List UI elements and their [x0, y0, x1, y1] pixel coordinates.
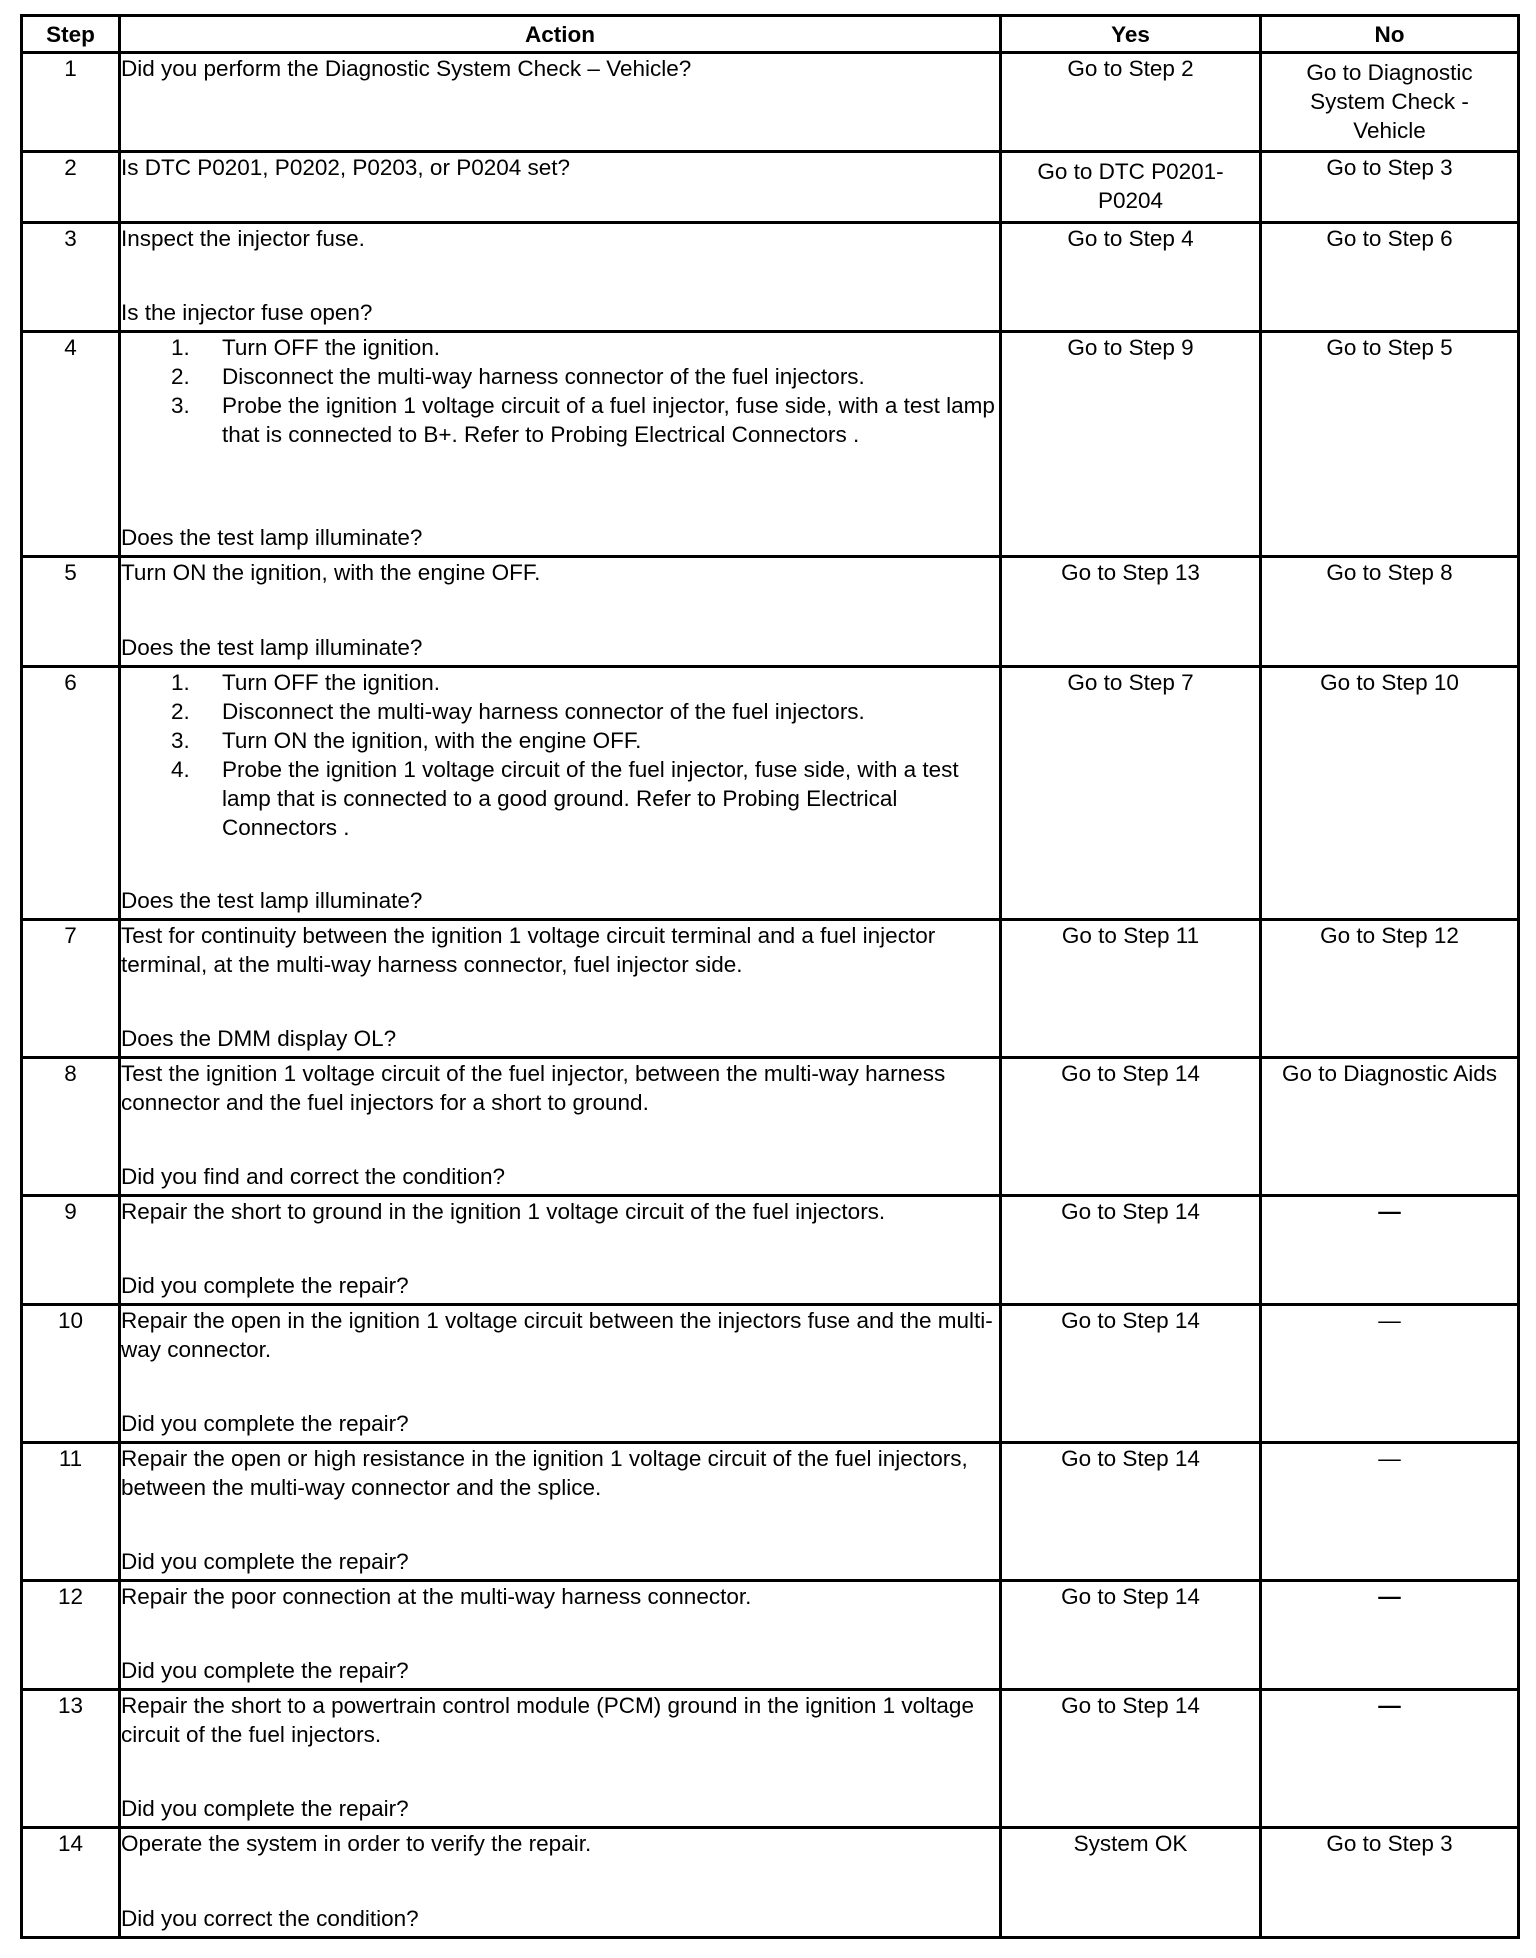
table-row	[22, 152, 1519, 223]
step-number: 10	[22, 1305, 120, 1443]
action-question: Does the DMM display OL?	[121, 1026, 397, 1051]
step-number: 7	[22, 920, 120, 1058]
header-step: Step	[22, 16, 120, 53]
no-result: —	[1261, 1305, 1519, 1443]
yes-result: Go to Step 9	[1001, 332, 1261, 557]
step-number: 14	[22, 1828, 120, 1938]
table-row	[22, 1058, 1519, 1196]
action-text: Repair the open or high resistance in the ignition 1 voltage circuit of the fuel injectors, between the multi-way connector and the splice.	[121, 1446, 968, 1500]
yes-result: Go to Step 7	[1001, 667, 1261, 920]
action-question: Does the test lamp illuminate?	[121, 888, 423, 913]
yes-result: Go to DTC P0201-P0204	[1001, 152, 1261, 223]
no-result: Go to Step 3	[1261, 152, 1519, 223]
step-number: 9	[22, 1196, 120, 1305]
no-result: Go to Diagnostic System Check - Vehicle	[1261, 53, 1519, 152]
table-row	[22, 1828, 1519, 1938]
action-cell	[120, 1828, 1001, 1938]
action-text: Repair the poor connection at the multi-way harness connector.	[121, 1584, 752, 1609]
list-item: 3. Turn ON the ignition, with the engine OFF.	[171, 728, 642, 753]
action-question: Does the test lamp illuminate?	[121, 635, 423, 660]
table-row	[22, 1690, 1519, 1828]
yes-result: System OK	[1001, 1828, 1261, 1938]
table-row	[22, 557, 1519, 667]
no-result: Go to Step 12	[1261, 920, 1519, 1058]
action-text: Repair the open in the ignition 1 voltage circuit between the injectors fuse and the multi-way connector.	[121, 1308, 993, 1362]
step-number: 2	[22, 152, 120, 223]
action-question: Did you find and correct the condition?	[121, 1164, 505, 1189]
table-row	[22, 1581, 1519, 1690]
no-result: Go to Step 10	[1261, 667, 1519, 920]
step-number: 11	[22, 1443, 120, 1581]
list-item: 1. Turn OFF the ignition.	[171, 670, 441, 695]
action-cell	[120, 223, 1001, 332]
action-text: Operate the system in order to verify the repair.	[121, 1831, 592, 1856]
no-result: Go to Step 5	[1261, 332, 1519, 557]
action-question: Did you complete the repair?	[121, 1796, 409, 1821]
action-question: Is the injector fuse open?	[121, 300, 373, 325]
yes-result: Go to Step 14	[1001, 1443, 1261, 1581]
no-result: Go to Diagnostic Aids	[1261, 1058, 1519, 1196]
yes-result: Go to Step 2	[1001, 53, 1261, 152]
table-row	[22, 53, 1519, 152]
table-row	[22, 1196, 1519, 1305]
yes-result: Go to Step 14	[1001, 1058, 1261, 1196]
action-cell	[120, 920, 1001, 1058]
no-result: Go to Step 6	[1261, 223, 1519, 332]
action-text: Repair the short to a powertrain control module (PCM) ground in the ignition 1 voltage circuit of the fuel injectors.	[121, 1693, 974, 1747]
action-cell	[120, 1196, 1001, 1305]
step-number: 1	[22, 53, 120, 152]
list-item: 2. Disconnect the multi-way harness connector of the fuel injectors.	[171, 364, 865, 389]
header-row	[22, 16, 1519, 53]
yes-result: Go to Step 14	[1001, 1305, 1261, 1443]
yes-result: Go to Step 14	[1001, 1690, 1261, 1828]
action-cell	[120, 1058, 1001, 1196]
yes-result: Go to Step 14	[1001, 1581, 1261, 1690]
step-number: 8	[22, 1058, 120, 1196]
action-question: Did you complete the repair?	[121, 1549, 409, 1574]
action-text: Repair the short to ground in the ignition 1 voltage circuit of the fuel injectors.	[121, 1199, 886, 1224]
action-cell	[120, 53, 1001, 152]
action-question: Did you complete the repair?	[121, 1273, 409, 1298]
no-result: —	[1261, 1581, 1519, 1690]
yes-result: Go to Step 13	[1001, 557, 1261, 667]
no-result: Go to Step 8	[1261, 557, 1519, 667]
step-number: 4	[22, 332, 120, 557]
diagnostic-table	[20, 14, 1520, 1939]
list-item: 3. Probe the ignition 1 voltage circuit of a fuel injector, fuse side, with a test lamp that is connected to B+. Refer to Probing Electrical Connectors .	[171, 393, 995, 447]
step-number: 5	[22, 557, 120, 667]
table-row	[22, 667, 1519, 920]
action-cell	[120, 1443, 1001, 1581]
action-cell	[120, 332, 1001, 557]
action-step-list	[121, 333, 999, 449]
action-cell	[120, 1690, 1001, 1828]
header-yes: Yes	[1001, 16, 1261, 53]
action-question: Did you complete the repair?	[121, 1411, 409, 1436]
step-number: 12	[22, 1581, 120, 1690]
yes-result: Go to Step 11	[1001, 920, 1261, 1058]
list-item: 4. Probe the ignition 1 voltage circuit of the fuel injector, fuse side, with a test lamp that is connected to a good ground. Refer to Probing Electrical Connectors .	[171, 757, 959, 840]
yes-result: Go to Step 4	[1001, 223, 1261, 332]
action-cell	[120, 1581, 1001, 1690]
action-question: Did you complete the repair?	[121, 1658, 409, 1683]
table-row	[22, 223, 1519, 332]
action-cell	[120, 1305, 1001, 1443]
action-text: Test for continuity between the ignition 1 voltage circuit terminal and a fuel injector terminal, at the multi-way harness connector, fuel injector side.	[121, 923, 936, 977]
header-no: No	[1261, 16, 1519, 53]
no-result: —	[1261, 1443, 1519, 1581]
table-row	[22, 332, 1519, 557]
action-step-list	[121, 668, 999, 842]
action-text: Did you perform the Diagnostic System Check – Vehicle?	[121, 56, 692, 81]
action-cell	[120, 557, 1001, 667]
step-number: 6	[22, 667, 120, 920]
no-result: Go to Step 3	[1261, 1828, 1519, 1938]
table-row	[22, 920, 1519, 1058]
header-action: Action	[120, 16, 1001, 53]
step-number: 13	[22, 1690, 120, 1828]
action-text: Is DTC P0201, P0202, P0203, or P0204 set?	[121, 155, 571, 180]
step-number: 3	[22, 223, 120, 332]
action-cell	[120, 667, 1001, 920]
table-row	[22, 1305, 1519, 1443]
no-result: —	[1261, 1690, 1519, 1828]
action-question: Did you correct the condition?	[121, 1906, 419, 1931]
yes-result: Go to Step 14	[1001, 1196, 1261, 1305]
action-text: Turn ON the ignition, with the engine OFF.	[121, 560, 541, 585]
action-cell	[120, 152, 1001, 223]
action-text: Inspect the injector fuse.	[121, 226, 365, 251]
action-text: Test the ignition 1 voltage circuit of the fuel injector, between the multi-way harness connector and the fuel injectors for a short to ground.	[121, 1061, 946, 1115]
action-question: Does the test lamp illuminate?	[121, 525, 423, 550]
list-item: 2. Disconnect the multi-way harness connector of the fuel injectors.	[171, 699, 865, 724]
no-result: —	[1261, 1196, 1519, 1305]
table-row	[22, 1443, 1519, 1581]
list-item: 1. Turn OFF the ignition.	[171, 335, 441, 360]
